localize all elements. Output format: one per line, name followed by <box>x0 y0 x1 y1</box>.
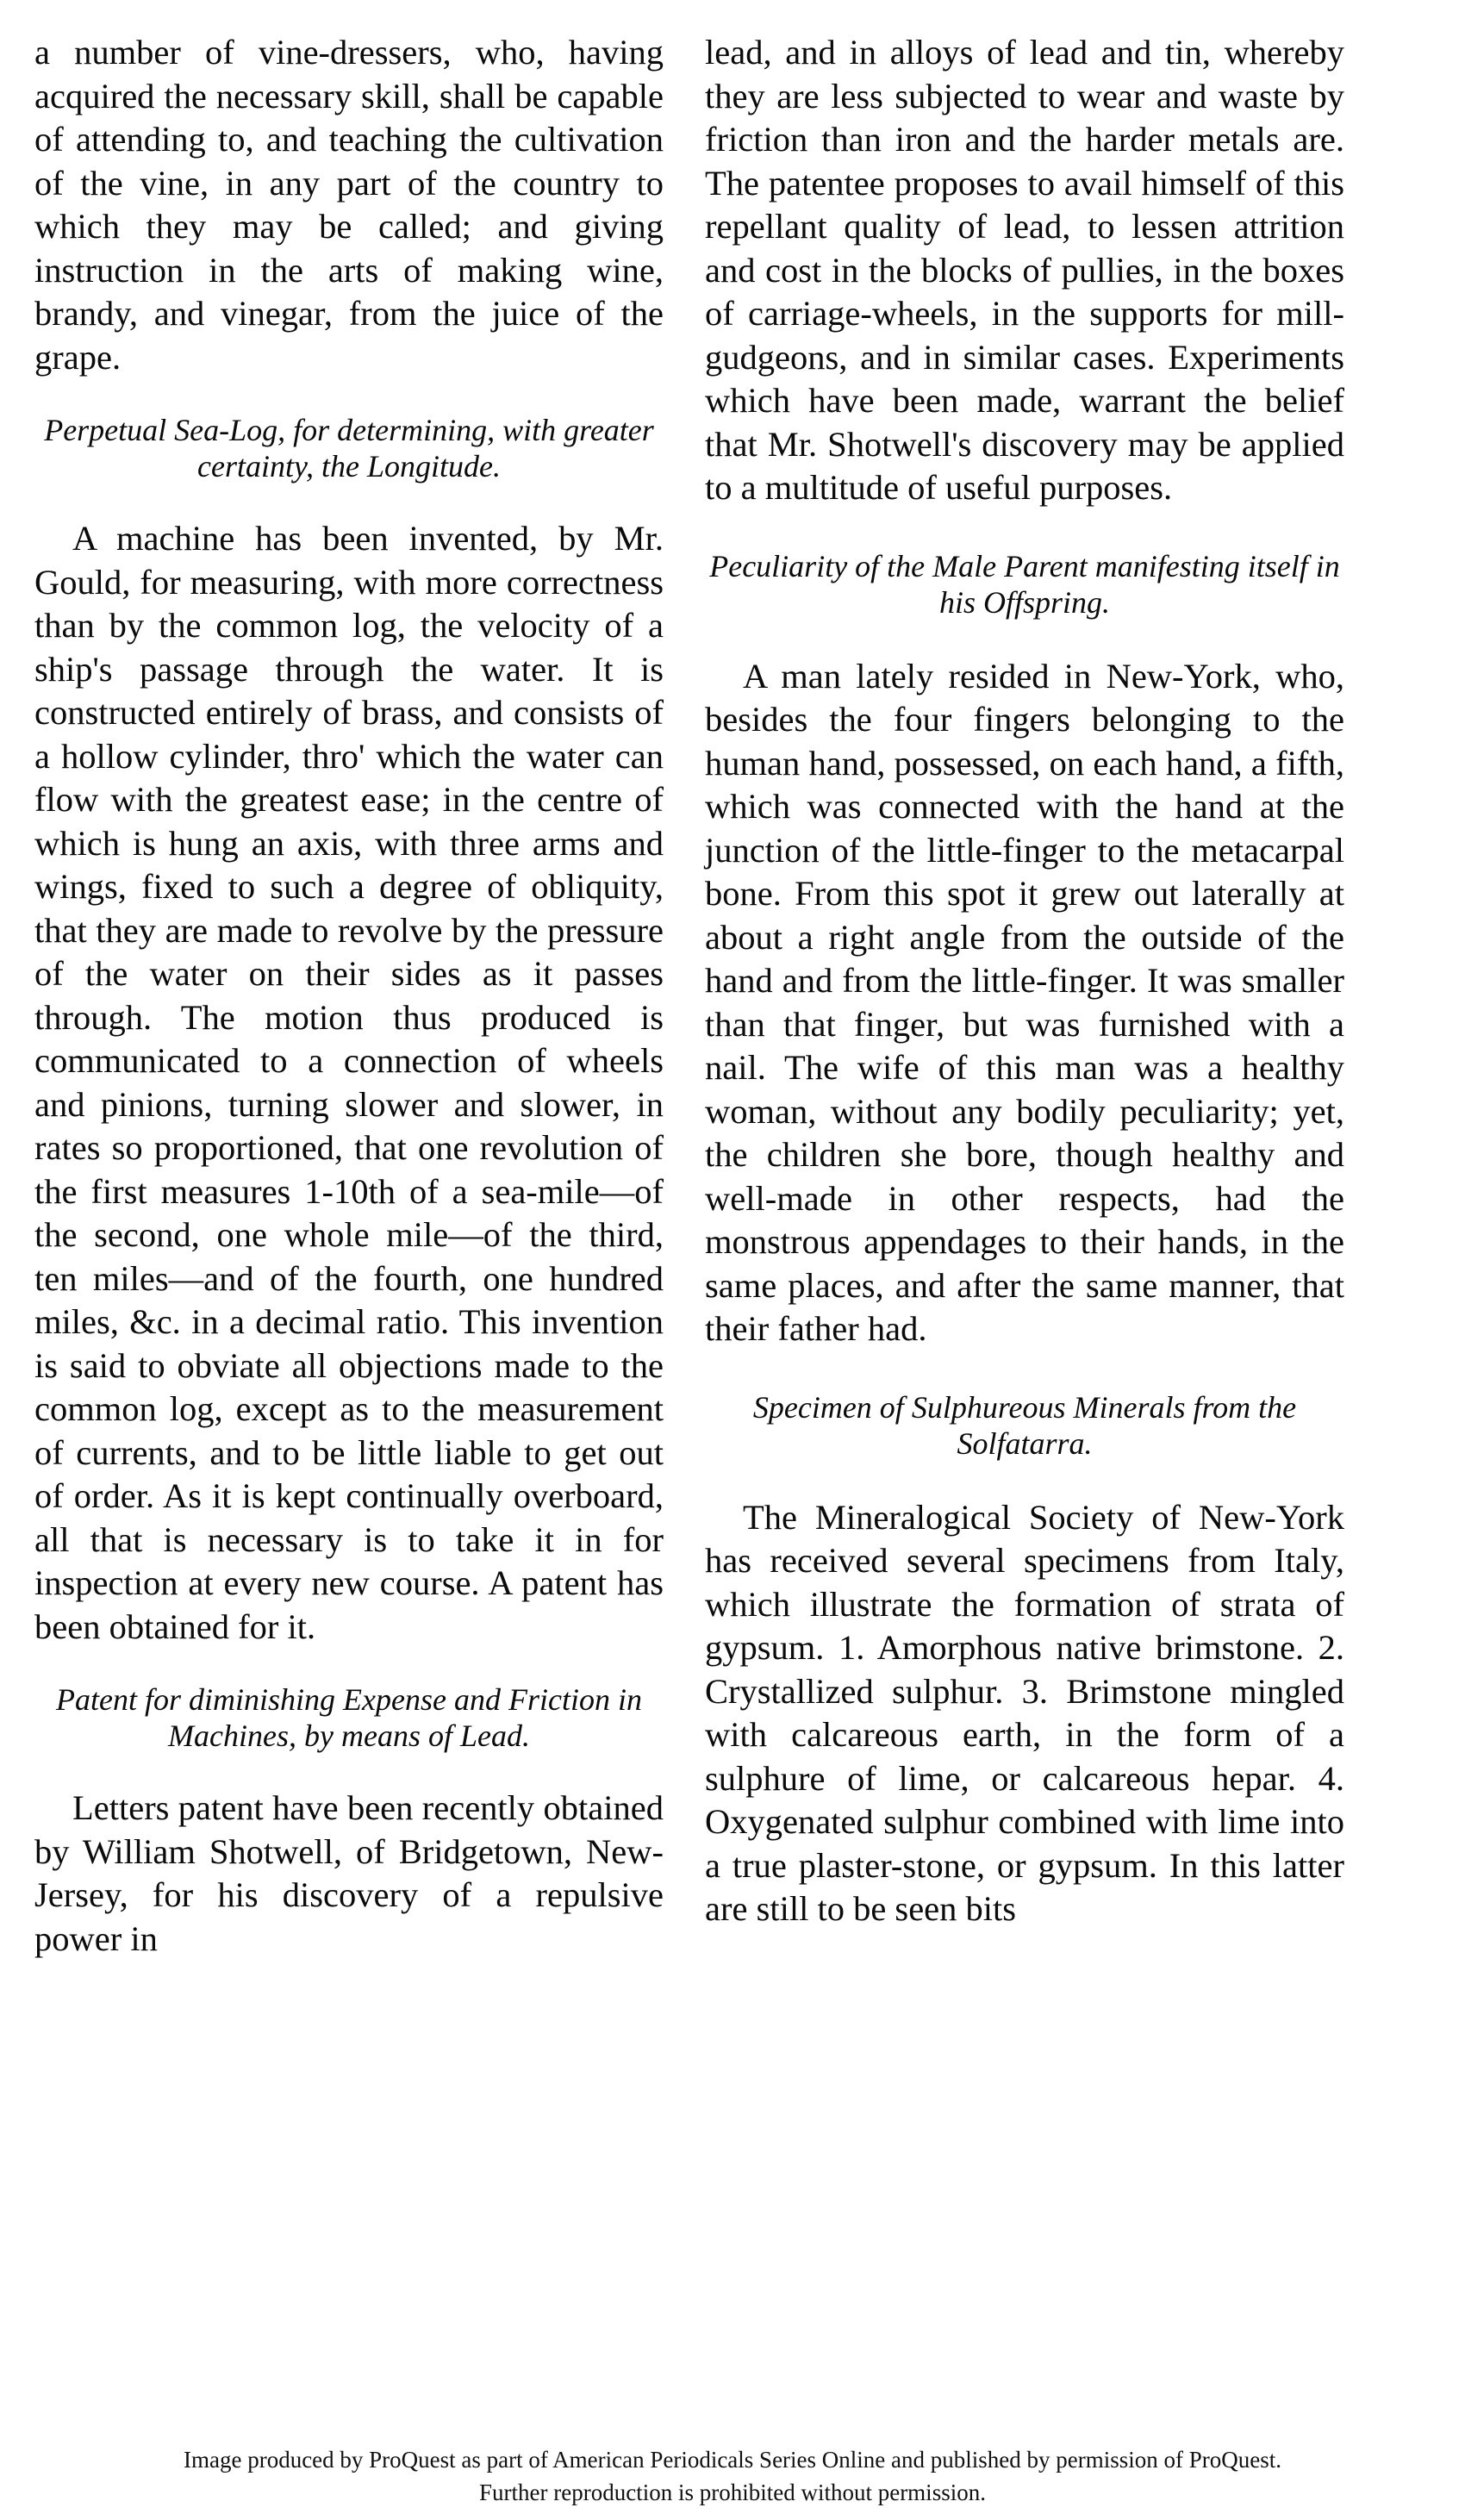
right-paragraph-fifth-finger: A man lately resided in New-York, who, besides the four fingers belonging to the human hand, possessed, on each hand, a fifth, which was connected with the hand at the junction of the little-finger to the metacarpal bone. From this spot it grew out laterally at about a right angle from the outside of the hand and from the little-finger. It was smaller than that finger, but was furnished with a nail. The wife of this man was a healthy woman, without any bodily peculiarity; yet, the children she bore, though healthy and well-made in other respects, had the monstrous appendages to their hands, in the same places, and after the same manner, that their father had. <box>705 656 1344 1348</box>
article-heading-male-parent: Peculiarity of the Male Parent manifesting itself in his Offspring. <box>709 548 1340 620</box>
right-paragraph-lead-alloys: lead, and in alloys of lead and tin, whereby they are less subjected to wear and waste by friction than iron and the harder metals are. The patentee proposes to avail himself of this repellant quality of lead, to lessen attrition and cost in the blocks of pullies, in the boxes of carriage-wheels, in the supports for mill-gudgeons, and in similar cases. Experiments which have been made, warrant the belief that Mr. Shotwell's discovery may be applied to a multitude of useful purposes. <box>705 33 1344 507</box>
right-paragraph-mineralogical-society: The Mineralogical Society of New-York has received several specimens from Italy, which illustrate the formation of strata of gypsum. 1. Amorphous native brimstone. 2. Crystallized sulphur. 3. Brimstone mingled with calcareous earth, in the form of a sulphure of lime, or calcareous hepar. 4. Oxygenated sulphur combined with lime into a true plaster-stone, or gypsum. In this latter are still to be seen bits <box>705 1497 1344 1928</box>
left-column <box>34 31 664 1961</box>
footer-copyright-line-1: Image produced by ProQuest as part of American Periodicals Series Online and published by permission of ProQuest. <box>184 2447 1281 2473</box>
left-paragraph-sea-log: A machine has been invented, by Mr. Gould, for measuring, with more correctness than by the common log, the velocity of a ship's passage through the water. It is constructed entirely of brass, and consists of a hollow cylinder, thro' which the water can flow with the greatest ease; in the centre of which is hung an axis, with three arms and wings, fixed to such a degree of obliquity, that they are made to revolve by the pressure of the water on their sides as it passes through. The motion thus produced is communicated to a connection of wheels and pinions, turning slower and slower, in rates so proportioned, that one revolution of the first measures 1-10th of a sea-mile—of the second, one whole mile—of the third, ten miles—and of the fourth, one hundred miles, &c. in a decimal ratio. This invention is said to obviate all objections made to the common log, except as to the measurement of currents, and to be little liable to get out of order. As it is kept continually overboard, all that is necessary is to take it in for inspection at every new course. A patent has been obtained for it. <box>34 519 664 1646</box>
article-heading-lead-patent: Patent for diminishing Expense and Friction in Machines, by means of Lead. <box>56 1682 642 1753</box>
footer-copyright-line-2: Further reproduction is prohibited without permission. <box>479 2479 986 2505</box>
left-paragraph-vine-dressers: a number of vine-dressers, who, having acquired the necessary skill, shall be capable of attending to, and teaching the cultivation of the vine, in any part of the country to which they may be called; and giving instruction in the arts of making wine, brandy, and vinegar, from the juice of the grape. <box>34 33 664 377</box>
article-heading-sea-log: Perpetual Sea-Log, for determining, with greater certainty, the Longitude. <box>44 413 654 483</box>
right-column <box>705 31 1344 1931</box>
article-heading-sulphureous-minerals: Specimen of Sulphureous Minerals from the Solfatarra. <box>752 1389 1297 1461</box>
left-paragraph-lead-patent: Letters patent have been recently obtained by William Shotwell, of Bridgetown, New-Jersey, for his discovery of a repulsive power in <box>34 1788 664 1958</box>
